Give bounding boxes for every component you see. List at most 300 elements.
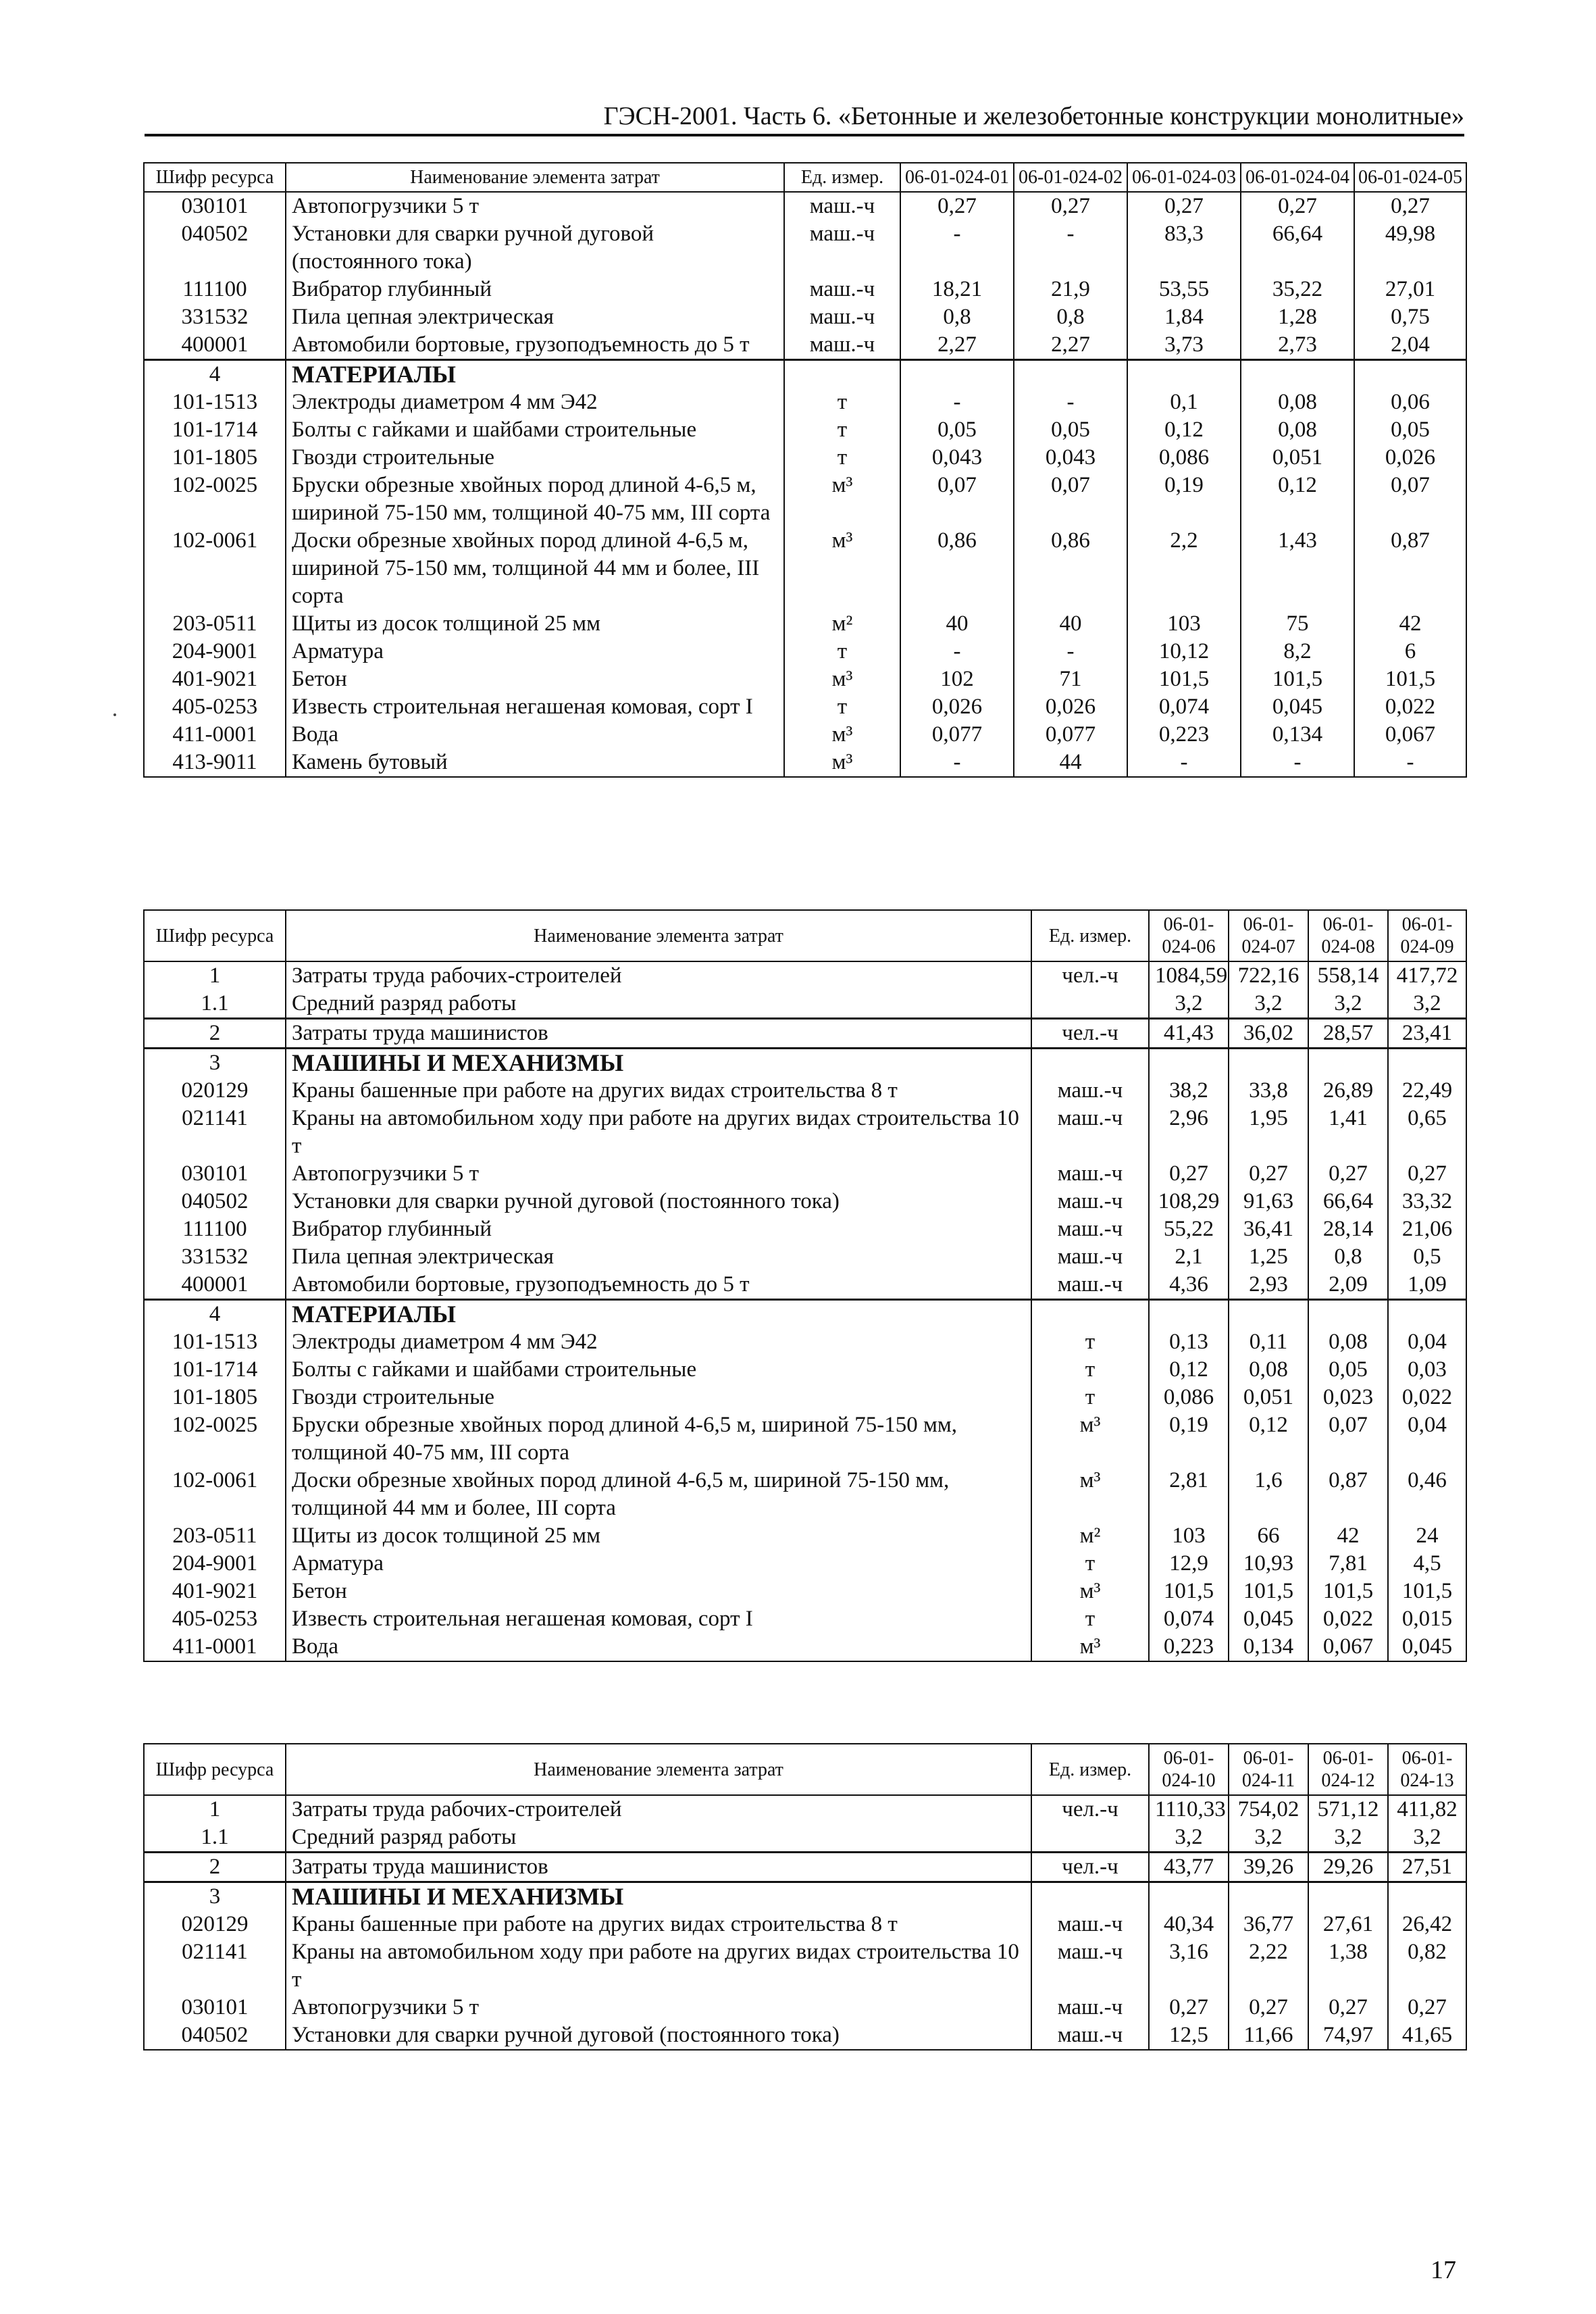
unit-cell: м³ [1031, 1578, 1149, 1605]
value-cell: 1084,59 [1149, 961, 1229, 990]
value-cell: 0,1 [1127, 388, 1241, 416]
table-row [144, 1911, 1466, 1938]
value-cell: 101,5 [1241, 665, 1354, 693]
resource-code: 021141 [144, 1938, 286, 1994]
header-norm-code: 06-01-024-05 [1354, 163, 1466, 192]
unit-cell: м³ [784, 472, 900, 527]
unit-cell: чел.-ч [1031, 961, 1149, 990]
resource-name: Автомобили бортовые, грузоподъемность до 5 т [286, 331, 784, 360]
unit-cell [1031, 1049, 1149, 1078]
value-cell: 0,86 [900, 527, 1014, 610]
table-row [144, 1019, 1466, 1049]
unit-cell: маш.-ч [784, 192, 900, 220]
value-cell: 42 [1354, 610, 1466, 638]
resource-name: Щиты из досок толщиной 25 мм [286, 610, 784, 638]
header-code: Шифр ресурса [144, 1744, 286, 1795]
resource-code: 021141 [144, 1105, 286, 1160]
value-cell: 1,09 [1388, 1271, 1466, 1300]
resource-name: Гвозди строительные [286, 1384, 1031, 1411]
value-cell: 3,73 [1127, 331, 1241, 360]
value-cell: 38,2 [1149, 1077, 1229, 1105]
header-norm-code: 06-01-024-08 [1308, 910, 1388, 961]
unit-cell: т [1031, 1384, 1149, 1411]
resource-name: Вода [286, 1633, 1031, 1661]
value-cell: 108,29 [1149, 1188, 1229, 1215]
resource-name: Пила цепная электрическая [286, 1243, 1031, 1271]
unit-cell: маш.-ч [1031, 1188, 1149, 1215]
value-cell: 3,2 [1149, 1823, 1229, 1853]
unit-cell [1031, 1300, 1149, 1329]
resource-name: Средний разряд работы [286, 990, 1031, 1019]
value-cell: 11,66 [1229, 2021, 1308, 2050]
unit-cell: чел.-ч [1031, 1019, 1149, 1049]
value-cell: 101,5 [1308, 1578, 1388, 1605]
value-cell: - [900, 638, 1014, 665]
resource-name: Автопогрузчики 5 т [286, 1160, 1031, 1188]
unit-cell: т [1031, 1356, 1149, 1384]
value-cell: 21,06 [1388, 1215, 1466, 1243]
unit-cell: м³ [1031, 1411, 1149, 1467]
resource-table-2 [143, 909, 1467, 1662]
resource-code: 101-1513 [144, 388, 286, 416]
resource-code: 4 [144, 1300, 286, 1329]
resource-code: 331532 [144, 303, 286, 331]
unit-cell: м³ [784, 749, 900, 777]
resource-name: Автопогрузчики 5 т [286, 192, 784, 220]
value-cell: 2,22 [1229, 1938, 1308, 1994]
resource-code: 020129 [144, 1077, 286, 1105]
resource-name: Автомобили бортовые, грузоподъемность до 5 т [286, 1271, 1031, 1300]
resource-code: 102-0061 [144, 527, 286, 610]
resource-code: 1 [144, 1795, 286, 1823]
resource-name: Установки для сварки ручной дуговой (постоянного тока) [286, 220, 784, 276]
unit-cell: маш.-ч [784, 220, 900, 276]
unit-cell: т [784, 416, 900, 444]
value-cell: 2,1 [1149, 1243, 1229, 1271]
resource-name: Затраты труда рабочих-строителей [286, 1795, 1031, 1823]
value-cell: 66,64 [1308, 1188, 1388, 1215]
unit-cell: м² [784, 610, 900, 638]
value-cell: 4,5 [1388, 1550, 1466, 1578]
value-cell: 12,9 [1149, 1550, 1229, 1578]
resource-name: Доски обрезные хвойных пород длиной 4-6,5 м, шириной 75-150 мм, толщиной 44 мм и более, III сорта [286, 527, 784, 610]
value-cell: 0,074 [1127, 693, 1241, 721]
table-row [144, 1188, 1466, 1215]
value-cell [1308, 1882, 1388, 1911]
header-norm-code: 06-01-024-10 [1149, 1744, 1229, 1795]
value-cell: 10,12 [1127, 638, 1241, 665]
value-cell: 0,19 [1149, 1411, 1229, 1467]
value-cell: 0,27 [1354, 192, 1466, 220]
header-unit: Ед. измер. [1031, 1744, 1149, 1795]
value-cell: - [1354, 749, 1466, 777]
table-row [144, 303, 1466, 331]
value-cell: 0,86 [1014, 527, 1127, 610]
resource-name: Автопогрузчики 5 т [286, 1994, 1031, 2021]
value-cell: 40 [1014, 610, 1127, 638]
unit-cell: м³ [784, 527, 900, 610]
table-row [144, 1328, 1466, 1356]
value-cell: 18,21 [900, 276, 1014, 303]
table-header-row [144, 1744, 1466, 1795]
resource-code: 030101 [144, 192, 286, 220]
header-norm-code: 06-01-024-11 [1229, 1744, 1308, 1795]
value-cell: 12,5 [1149, 2021, 1229, 2050]
resource-code: 111100 [144, 276, 286, 303]
unit-cell [784, 360, 900, 389]
table-row [144, 388, 1466, 416]
header-norm-code: 06-01-024-02 [1014, 163, 1127, 192]
value-cell: 44 [1014, 749, 1127, 777]
value-cell: 24 [1388, 1522, 1466, 1550]
resource-code: 413-9011 [144, 749, 286, 777]
value-cell [1388, 1300, 1466, 1329]
value-cell: 0,65 [1388, 1105, 1466, 1160]
section-title: МАШИНЫ И МЕХАНИЗМЫ [286, 1049, 1031, 1078]
resource-name: Затраты труда машинистов [286, 1853, 1031, 1882]
value-cell: 558,14 [1308, 961, 1388, 990]
value-cell [1354, 360, 1466, 389]
resource-code: 401-9021 [144, 665, 286, 693]
value-cell [1308, 1049, 1388, 1078]
resource-name: Краны башенные при работе на других видах строительства 8 т [286, 1911, 1031, 1938]
value-cell: 3,2 [1229, 1823, 1308, 1853]
value-cell: 0,05 [1354, 416, 1466, 444]
value-cell: 1,25 [1229, 1243, 1308, 1271]
unit-cell: маш.-ч [784, 331, 900, 360]
value-cell: 101,5 [1127, 665, 1241, 693]
header-name: Наименование элемента затрат [286, 910, 1031, 961]
resource-name: Краны башенные при работе на других видах строительства 8 т [286, 1077, 1031, 1105]
value-cell: 2,93 [1229, 1271, 1308, 1300]
value-cell: 101,5 [1388, 1578, 1466, 1605]
header-norm-code: 06-01-024-04 [1241, 163, 1354, 192]
value-cell: 2,27 [1014, 331, 1127, 360]
resource-code: 411-0001 [144, 721, 286, 749]
value-cell: 0,5 [1388, 1243, 1466, 1271]
resource-name: Вода [286, 721, 784, 749]
value-cell: 3,2 [1229, 990, 1308, 1019]
value-cell: 0,27 [1229, 1994, 1308, 2021]
resource-code: 400001 [144, 331, 286, 360]
value-cell: - [1014, 220, 1127, 276]
value-cell [1388, 1882, 1466, 1911]
header-unit: Ед. измер. [1031, 910, 1149, 961]
value-cell: 74,97 [1308, 2021, 1388, 2050]
value-cell: 43,77 [1149, 1853, 1229, 1882]
table-row [144, 961, 1466, 990]
table-row [144, 444, 1466, 472]
resource-code: 2 [144, 1019, 286, 1049]
table-row [144, 472, 1466, 527]
resource-table-3 [143, 1743, 1467, 2051]
resource-name: Электроды диаметром 4 мм Э42 [286, 1328, 1031, 1356]
value-cell: - [900, 388, 1014, 416]
header-norm-code: 06-01-024-12 [1308, 1744, 1388, 1795]
section-row [144, 1049, 1466, 1078]
resource-name: Краны на автомобильном ходу при работе на других видах строительства 10 т [286, 1938, 1031, 1994]
value-cell: 0,074 [1149, 1605, 1229, 1633]
value-cell: 0,75 [1354, 303, 1466, 331]
resource-code: 101-1513 [144, 1328, 286, 1356]
value-cell: 36,77 [1229, 1911, 1308, 1938]
table-row [144, 220, 1466, 276]
value-cell: 571,12 [1308, 1795, 1388, 1823]
section-title: МАТЕРИАЛЫ [286, 1300, 1031, 1329]
unit-cell: м³ [784, 721, 900, 749]
resource-name: Арматура [286, 638, 784, 665]
value-cell: 2,27 [900, 331, 1014, 360]
value-cell: 0,08 [1229, 1356, 1308, 1384]
table-row [144, 749, 1466, 777]
value-cell: 0,12 [1229, 1411, 1308, 1467]
value-cell: 6 [1354, 638, 1466, 665]
value-cell: 29,26 [1308, 1853, 1388, 1882]
value-cell: 0,82 [1388, 1938, 1466, 1994]
header-norm-code: 06-01-024-13 [1388, 1744, 1466, 1795]
value-cell: 0,015 [1388, 1605, 1466, 1633]
value-cell: 0,051 [1229, 1384, 1308, 1411]
value-cell: 27,01 [1354, 276, 1466, 303]
unit-cell: маш.-ч [1031, 1271, 1149, 1300]
value-cell: 36,02 [1229, 1019, 1308, 1049]
section-row [144, 1300, 1466, 1329]
value-cell [1229, 1882, 1308, 1911]
table-row [144, 416, 1466, 444]
value-cell: 0,08 [1241, 416, 1354, 444]
resource-code: 3 [144, 1049, 286, 1078]
value-cell: 0,13 [1149, 1328, 1229, 1356]
value-cell: 2,96 [1149, 1105, 1229, 1160]
value-cell: 0,022 [1308, 1605, 1388, 1633]
value-cell: 33,8 [1229, 1077, 1308, 1105]
unit-cell: маш.-ч [1031, 1911, 1149, 1938]
value-cell: 0,04 [1388, 1328, 1466, 1356]
value-cell: 0,067 [1308, 1633, 1388, 1661]
resource-code: 101-1805 [144, 1384, 286, 1411]
value-cell: 0,8 [1014, 303, 1127, 331]
header-name: Наименование элемента затрат [286, 163, 784, 192]
value-cell: 4,36 [1149, 1271, 1229, 1300]
value-cell [1149, 1882, 1229, 1911]
resource-code: 203-0511 [144, 610, 286, 638]
value-cell: 0,045 [1229, 1605, 1308, 1633]
value-cell: 1,6 [1229, 1467, 1308, 1522]
value-cell: 0,022 [1354, 693, 1466, 721]
resource-table-1 [143, 162, 1467, 778]
resource-name: Бетон [286, 1578, 1031, 1605]
table-row [144, 1938, 1466, 1994]
value-cell: 3,2 [1308, 990, 1388, 1019]
resource-name: Вибратор глубинный [286, 276, 784, 303]
value-cell: 41,43 [1149, 1019, 1229, 1049]
resource-code: 102-0025 [144, 472, 286, 527]
resource-code: 040502 [144, 220, 286, 276]
value-cell: 33,32 [1388, 1188, 1466, 1215]
value-cell: 0,05 [900, 416, 1014, 444]
header-code: Шифр ресурса [144, 163, 286, 192]
resource-name: Установки для сварки ручной дуговой (постоянного тока) [286, 2021, 1031, 2050]
value-cell: 0,077 [1014, 721, 1127, 749]
header-norm-code: 06-01-024-09 [1388, 910, 1466, 961]
resource-code: 030101 [144, 1994, 286, 2021]
table-row [144, 1356, 1466, 1384]
value-cell: 0,07 [1354, 472, 1466, 527]
value-cell: 42 [1308, 1522, 1388, 1550]
value-cell: - [900, 749, 1014, 777]
unit-cell: чел.-ч [1031, 1795, 1149, 1823]
value-cell: 28,57 [1308, 1019, 1388, 1049]
value-cell: 0,07 [1308, 1411, 1388, 1467]
resource-name: Электроды диаметром 4 мм Э42 [286, 388, 784, 416]
table-row [144, 638, 1466, 665]
resource-name: Бруски обрезные хвойных пород длиной 4-6,5 м, шириной 75-150 мм, толщиной 40-75 мм, III сорта [286, 1411, 1031, 1467]
value-cell: 27,51 [1388, 1853, 1466, 1882]
resource-name: Болты с гайками и шайбами строительные [286, 416, 784, 444]
unit-cell: маш.-ч [1031, 1077, 1149, 1105]
unit-cell: т [784, 693, 900, 721]
value-cell: 83,3 [1127, 220, 1241, 276]
resource-code: 1.1 [144, 1823, 286, 1853]
value-cell: 0,026 [1354, 444, 1466, 472]
table-row [144, 1271, 1466, 1300]
value-cell: 3,2 [1388, 1823, 1466, 1853]
section-row [144, 1882, 1466, 1911]
unit-cell: т [1031, 1550, 1149, 1578]
value-cell: 103 [1149, 1522, 1229, 1550]
value-cell: 40,34 [1149, 1911, 1229, 1938]
value-cell: 0,07 [1014, 472, 1127, 527]
value-cell: 0,03 [1388, 1356, 1466, 1384]
value-cell: 0,19 [1127, 472, 1241, 527]
table-header-row [144, 163, 1466, 192]
value-cell: 722,16 [1229, 961, 1308, 990]
value-cell [1149, 1300, 1229, 1329]
table-header-row [144, 910, 1466, 961]
value-cell [1308, 1300, 1388, 1329]
running-header: ГЭСН-2001. Часть 6. «Бетонные и железобетонные конструкции монолитные» [145, 101, 1464, 136]
table-row [144, 331, 1466, 360]
unit-cell: маш.-ч [1031, 1938, 1149, 1994]
value-cell: 36,41 [1229, 1215, 1308, 1243]
value-cell: 754,02 [1229, 1795, 1308, 1823]
value-cell: 0,026 [900, 693, 1014, 721]
resource-code: 1 [144, 961, 286, 990]
value-cell: 91,63 [1229, 1188, 1308, 1215]
value-cell: 0,043 [1014, 444, 1127, 472]
value-cell: 0,27 [1388, 1160, 1466, 1188]
table-row [144, 1522, 1466, 1550]
value-cell: 2,73 [1241, 331, 1354, 360]
resource-code: 040502 [144, 1188, 286, 1215]
value-cell: 0,12 [1149, 1356, 1229, 1384]
value-cell: 23,41 [1388, 1019, 1466, 1049]
value-cell: 0,27 [1308, 1994, 1388, 2021]
resource-name: Вибратор глубинный [286, 1215, 1031, 1243]
table-row [144, 1105, 1466, 1160]
table-row [144, 1215, 1466, 1243]
unit-cell [1031, 1823, 1149, 1853]
section-title: МАШИНЫ И МЕХАНИЗМЫ [286, 1882, 1031, 1911]
value-cell: - [1014, 388, 1127, 416]
resource-code: 101-1714 [144, 1356, 286, 1384]
table-row [144, 990, 1466, 1019]
value-cell: 0,27 [1388, 1994, 1466, 2021]
table-row [144, 1853, 1466, 1882]
resource-code: 020129 [144, 1911, 286, 1938]
value-cell: 55,22 [1149, 1215, 1229, 1243]
table-row [144, 527, 1466, 610]
value-cell: 0,043 [900, 444, 1014, 472]
value-cell: 0,05 [1308, 1356, 1388, 1384]
table-row [144, 1795, 1466, 1823]
value-cell: 75 [1241, 610, 1354, 638]
value-cell [1229, 1300, 1308, 1329]
value-cell: 26,89 [1308, 1077, 1388, 1105]
value-cell: 27,61 [1308, 1911, 1388, 1938]
resource-name: Арматура [286, 1550, 1031, 1578]
value-cell: 1,28 [1241, 303, 1354, 331]
value-cell: 0,134 [1241, 721, 1354, 749]
resource-code: 204-9001 [144, 1550, 286, 1578]
header-name: Наименование элемента затрат [286, 1744, 1031, 1795]
resource-code: 111100 [144, 1215, 286, 1243]
unit-cell: маш.-ч [1031, 1160, 1149, 1188]
value-cell: 0,27 [1308, 1160, 1388, 1188]
section-title: МАТЕРИАЛЫ [286, 360, 784, 389]
resource-name: Установки для сварки ручной дуговой (постоянного тока) [286, 1188, 1031, 1215]
unit-cell: м³ [1031, 1467, 1149, 1522]
resource-code: 4 [144, 360, 286, 389]
value-cell: 103 [1127, 610, 1241, 638]
resource-name: Бруски обрезные хвойных пород длиной 4-6,5 м, шириной 75-150 мм, толщиной 40-75 мм, III сорта [286, 472, 784, 527]
unit-cell: маш.-ч [1031, 2021, 1149, 2050]
value-cell: 1,95 [1229, 1105, 1308, 1160]
unit-cell: т [784, 444, 900, 472]
resource-code: 102-0061 [144, 1467, 286, 1522]
value-cell: - [900, 220, 1014, 276]
value-cell: 66,64 [1241, 220, 1354, 276]
unit-cell: маш.-ч [784, 276, 900, 303]
value-cell: 0,04 [1388, 1411, 1466, 1467]
value-cell: 0,08 [1241, 388, 1354, 416]
value-cell: 2,2 [1127, 527, 1241, 610]
resource-code: 401-9021 [144, 1578, 286, 1605]
unit-cell [1031, 990, 1149, 1019]
value-cell: 101,5 [1354, 665, 1466, 693]
value-cell: 0,8 [1308, 1243, 1388, 1271]
resource-name: Пила цепная электрическая [286, 303, 784, 331]
value-cell: 417,72 [1388, 961, 1466, 990]
value-cell: 1,84 [1127, 303, 1241, 331]
value-cell: 0,27 [1127, 192, 1241, 220]
resource-name: Болты с гайками и шайбами строительные [286, 1356, 1031, 1384]
value-cell: 0,27 [900, 192, 1014, 220]
resource-code: 040502 [144, 2021, 286, 2050]
table-row [144, 665, 1466, 693]
resource-code: 101-1805 [144, 444, 286, 472]
table-row [144, 1467, 1466, 1522]
value-cell: 1110,33 [1149, 1795, 1229, 1823]
value-cell: 0,086 [1127, 444, 1241, 472]
value-cell: 0,06 [1354, 388, 1466, 416]
resource-name: Известь строительная негашеная комовая, сорт I [286, 693, 784, 721]
table-row [144, 1605, 1466, 1633]
value-cell: 53,55 [1127, 276, 1241, 303]
value-cell: 0,27 [1149, 1994, 1229, 2021]
value-cell: 3,16 [1149, 1938, 1229, 1994]
value-cell: 0,27 [1014, 192, 1127, 220]
